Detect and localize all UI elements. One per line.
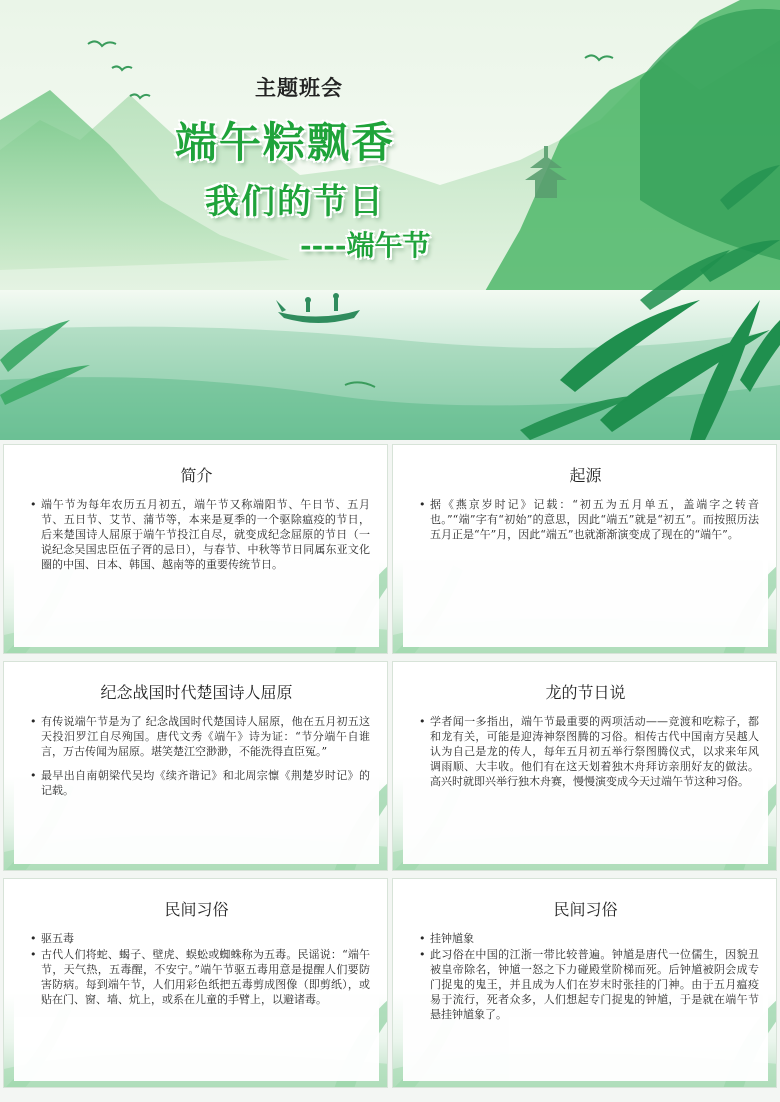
cover-heading: 我们的节日 xyxy=(205,182,385,222)
bullet-item: • 此习俗在中国的江浙一带比较普遍。钟馗是唐代一位儒生，因貌丑被皇帝除名，钟馗一怒之下力碰殿堂阶梯而死。后钟馗被阴会成专门捉鬼的鬼王，并且成为人们在岁末时张挂的门神。由于五月瘟疫易于流行，死者众多，人们想起专门捉鬼的钟馗，于是就在端午节悬挂钟馗象了。 xyxy=(419,947,759,1022)
bullet-item: • 古代人们将蛇、蝎子、壁虎、蜈蚣或蜘蛛称为五毒。民谣说：“端午节，天气热，五毒醒，不安宁。”端午节驱五毒用意是提醒人们要防害防病。每到端午节，人们用彩色纸把五毒剪成图像（即剪纸），或贴在门、窗、墙、炕上，或系在儿童的手臂上，以避诸毒。 xyxy=(30,947,370,1007)
slide-panel xyxy=(14,453,379,647)
slide-title: 纪念战国时代楚国诗人屈原 xyxy=(100,683,293,702)
bullet-item: • 有传说端午节是为了 纪念战国时代楚国诗人屈原，他在五月初五这天投汨罗江自尽殉国。唐代文秀《端午》诗为证：“节分端午自谁言，万古传闻为屈原。堪笑楚江空渺渺，不能洗得直臣冤。” xyxy=(30,714,370,759)
bullet-item: • 据《燕京岁时记》记载：“初五为五月单五，盖端字之转音也。”“端”字有“初始”的意思，因此“端五”就是“初五”。而按照历法五月正是“午”月，因此“端五”也就渐渐演变成了现在的“端午”。 xyxy=(419,497,759,542)
slide-body xyxy=(419,497,759,551)
slide-panel xyxy=(14,670,379,864)
bullet-item: • 驱五毒 xyxy=(30,931,370,946)
cover-title: 端午粽飘香 xyxy=(175,118,396,167)
cover-slide xyxy=(0,0,780,440)
slide-title: 民间习俗 xyxy=(164,900,229,919)
slide-title: 龙的节日说 xyxy=(545,683,626,702)
slide-title: 简介 xyxy=(180,466,213,485)
slide-body xyxy=(419,714,759,798)
slide-origin xyxy=(392,444,777,654)
slide-panel xyxy=(403,887,768,1081)
slide-panel xyxy=(14,887,379,1081)
bullet-item: • 端午节为每年农历五月初五，端午节又称端阳节、午日节、五月节、五日节、艾节、蒲节等，本来是夏季的一个驱除瘟疫的节日，后来楚国诗人屈原于端午节投江自尽，就变成纪念屈原的节日（一说纪念吴国忠臣伍子胥的忌日），与春节、中秋等节日同属东亚文化圈的中国、日本、韩国、越南等的重要传统节日。 xyxy=(30,497,370,572)
slide-panel xyxy=(403,670,768,864)
slide-dragon xyxy=(392,661,777,871)
cover-subtitle: 主题班会 xyxy=(255,76,343,100)
slide-body xyxy=(30,497,370,581)
cover-festival-name: ----端午节 xyxy=(300,229,431,262)
slide-introduction xyxy=(3,444,388,654)
slide-panel xyxy=(403,453,768,647)
slide-customs-five-poisons xyxy=(3,878,388,1088)
slide-title: 起源 xyxy=(569,466,602,485)
slide-customs-zhongkui xyxy=(392,878,777,1088)
slide-quyuan xyxy=(3,661,388,871)
bullet-item: • 学者闻一多指出，端午节最重要的两项活动——竞渡和吃粽子，都和龙有关，可能是迎涛神祭图腾的习俗。相传古代中国南方吴越人认为自己是龙的传人，每年五月初五举行祭图腾仪式，以求来年风调雨顺、大丰收。他们有在这天划着独木舟拜访亲朋好友的做法。高兴时就即兴举行独木舟赛，慢慢演变成今天过端午节这种习俗。 xyxy=(419,714,759,789)
bullet-item: • 最早出自南朝梁代吴均《续齐谐记》和北周宗懔《荆楚岁时记》的记载。 xyxy=(30,768,370,798)
bullet-item: • 挂钟馗象 xyxy=(419,931,759,946)
slide-body xyxy=(419,931,759,1031)
slide-title: 民间习俗 xyxy=(553,900,618,919)
slide-body xyxy=(30,931,370,1016)
slide-body xyxy=(30,714,370,807)
